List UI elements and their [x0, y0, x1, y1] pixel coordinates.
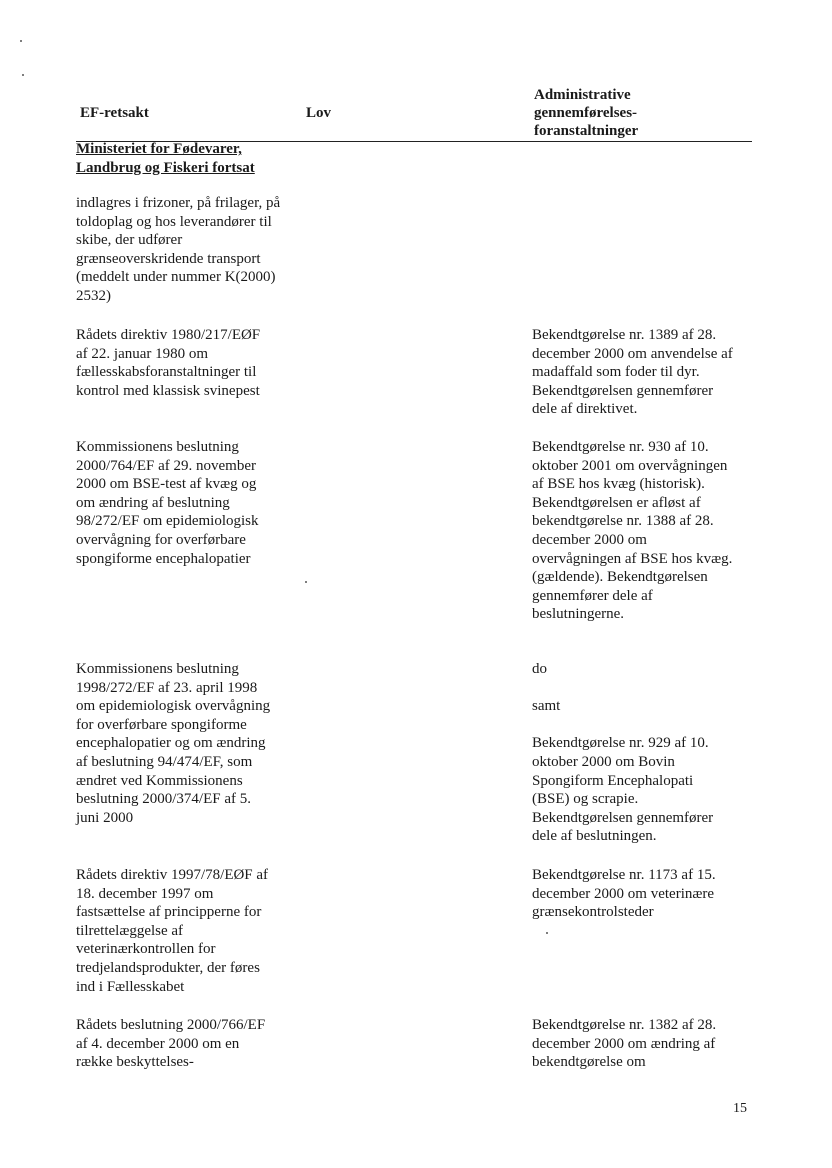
section-title: Ministeriet for Fødevarer, Landbrug og Fiskeri fortsat [76, 141, 255, 176]
row-1-ef-text: indlagres i frizoner, på frilager, på toldoplag og hos leverandører til skibe, der udfører grænseoverskridende transport (meddelt under nummer K(2000) 2532) [76, 195, 281, 304]
row-3-ef-text: Kommissionens beslutning 2000/764/EF af 29. november 2000 om BSE-test af kvæg og om ændring af beslutning 98/272/EF om epidemiologisk overvågning for overførbare spongiforme encephalopatier [76, 439, 259, 567]
row-5-ef-text: Rådets direktiv 1997/78/EØF af 18. december 1997 om fastsættelse af principperne for tilrettelæggelse af veterinærkontrollen for tredjelandsprodukter, der føres ind i Fællesskabet [76, 867, 269, 995]
row-2-ef-text: Rådets direktiv 1980/217/EØF af 22. januar 1980 om fællesskabsforanstaltninger til kontrol med klassisk svinepest [76, 327, 261, 399]
row-6-ef-text: Rådets beslutning 2000/766/EF af 4. december 2000 om en række beskyttelses- [76, 1017, 266, 1071]
row-5-admin-text: Bekendtgørelse nr. 1173 af 15. december 2000 om veterinære grænsekontrolsteder [532, 867, 716, 921]
scan-speck [305, 581, 307, 583]
scan-speck [20, 40, 22, 42]
row-4-ef-text: Kommissionens beslutning 1998/272/EF af 23. april 1998 om epidemiologisk overvågning for overførbare spongiforme encephalopatier og om ændring af beslutning 94/474/EF, som ændret ved Kommissionens beslutning 2000/374/EF af 5. juni 2000 [76, 661, 271, 826]
row-6-admin-text: Bekendtgørelse nr. 1382 af 28. december 2000 om ændring af bekendtgørelse om [532, 1017, 717, 1071]
row-2-admin-text: Bekendtgørelse nr. 1389 af 28. december 2000 om anvendelse af madaffald som foder til dyr. Bekendtgørelsen gennemfører dele af direktivet. [532, 327, 733, 418]
scan-speck [22, 74, 24, 76]
page-number: 15 [733, 1101, 747, 1116]
column-header-lov: Lov [306, 105, 332, 121]
column-header-ef-retsakt: EF-retsakt [80, 105, 149, 121]
row-4-admin-text: do samt Bekendtgørelse nr. 929 af 10. oktober 2000 om Bovin Spongiform Encephalopati (BSE) og scrapie. Bekendtgørelsen gennemfører dele af beslutningen. [532, 661, 714, 845]
scan-speck [546, 932, 548, 934]
row-3-admin-text: Bekendtgørelse nr. 930 af 10. oktober 2001 om overvågningen af BSE hos kvæg (historisk). Bekendtgørelsen er afløst af bekendtgørelse nr. 1388 af 28. december 2000 om overvågningen af BSE hos kvæg. (gældende). Bekendtgørelsen gennemfører dele af beslutningerne. [532, 439, 733, 623]
column-header-administrative: Administrative gennemførelses- foranstaltninger [534, 87, 639, 139]
